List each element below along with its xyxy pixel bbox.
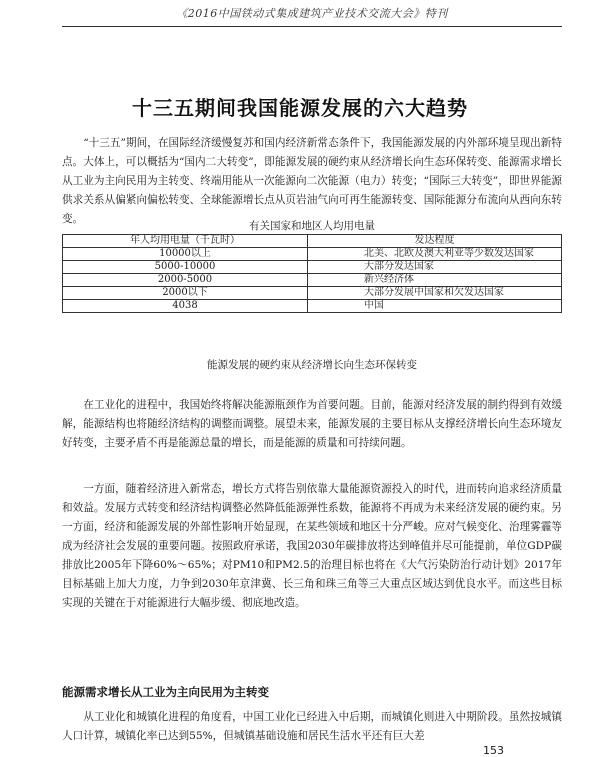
table-cell: 2000-5000 [63, 274, 308, 287]
table-row [63, 287, 562, 300]
column-header: 年人均用电量（千瓦时） [63, 235, 308, 248]
body-paragraph: 一方面，随着经济进入新常态，增长方式将告别依靠大量能源资源投入的时代，进而转向追求经济质量和效益。发展方式转变和经济结构调整必然降低能源弹性系数，能源将不再成为未来经济发展的硬约束。另一方面，经济和能源发展的外部性影响开始显现，在某些领域和地区十分严峻。应对气候变化、治理雾霾等成为经济社会发展的重要问题。按照政府承诺，我国2030年碳排放将达到峰值并尽可能提前，单位GDP碳排放比2005年下降60%～65%；对PM10和PM2.5的治理目标也将在《大气污染防治行动计划》2017年目标基础上加大力度，力争到2030年京津冀、长三角和珠三角等三大重点区域达到优良水平。而这些目标实现的关键在于对能源进行大幅步缓、彻底地改造。 [62, 483, 562, 609]
table-cell: 大部分发达国家 [308, 261, 562, 274]
column-header: 发达程度 [308, 235, 562, 248]
electricity-consumption-table [62, 234, 562, 313]
running-header: 《2016中国铁动式集成建筑产业技术交流大会》特刊 [62, 4, 562, 27]
table-caption: 有关国家和地区人均用电量 [249, 220, 375, 232]
table-cell: 4038 [63, 300, 308, 313]
page-number: 153 [483, 744, 504, 757]
article-title: 十三五期间我国能源发展的六大趋势 [132, 96, 468, 120]
intro-paragraph: “十三五”期间，在国际经济缓慢复苏和国内经济新常态条件下，我国能源发展的内外部环境呈现出新特点。大体上，可以概括为“国内二大转变”，即能源发展的硬约束从经济增长向生态环保转变、能源需求增长从工业为主向民用为主转变、终端用能从一次能源向二次能源（电力）转变；“国际三大转变”，即世界能源供求关系从偏紧向偏松转变、全球能源增长点从页岩油气向可再生能源转变、国际能源分布流向从西向东转变。 [62, 137, 562, 225]
table-row [63, 248, 562, 261]
table-cell: 2000以下 [63, 287, 308, 300]
table-cell: 5000-10000 [63, 261, 308, 274]
section-heading: 能源需求增长从工业为主向民用为主转变 [62, 685, 269, 699]
table-cell: 10000以上 [63, 248, 308, 261]
section-subtitle: 能源发展的硬约束从经济增长向生态环保转变 [207, 359, 417, 371]
table-cell: 中国 [308, 300, 562, 313]
table-row [63, 274, 562, 287]
table-row [63, 300, 562, 313]
table-cell: 北美、北欧及澳大利亚等少数发达国家 [308, 248, 562, 261]
table-cell: 新兴经济体 [308, 274, 562, 287]
table-row [63, 261, 562, 274]
body-paragraph: 在工业化的进程中，我国始终将解决能源瓶颈作为首要问题。目前，能源对经济发展的制约得到有效缓解，能源结构也将随经济结构的调整而调整。展望未来，能源发展的主要目标从支撑经济增长向生态环境友好转变，主要矛盾不再是能源总量的增长，而是能源的质量和可持续问题。 [62, 399, 562, 449]
table-header-row [63, 235, 562, 248]
body-paragraph: 从工业化和城镇化进程的角度看，中国工业化已经进入中后期，而城镇化则进入中期阶段。虽然按城镇人口计算，城镇化率已达到55%，但城镇基础设施和居民生活水平还有巨大差 [62, 711, 562, 742]
table-cell: 大部分发展中国家和欠发达国家 [308, 287, 562, 300]
